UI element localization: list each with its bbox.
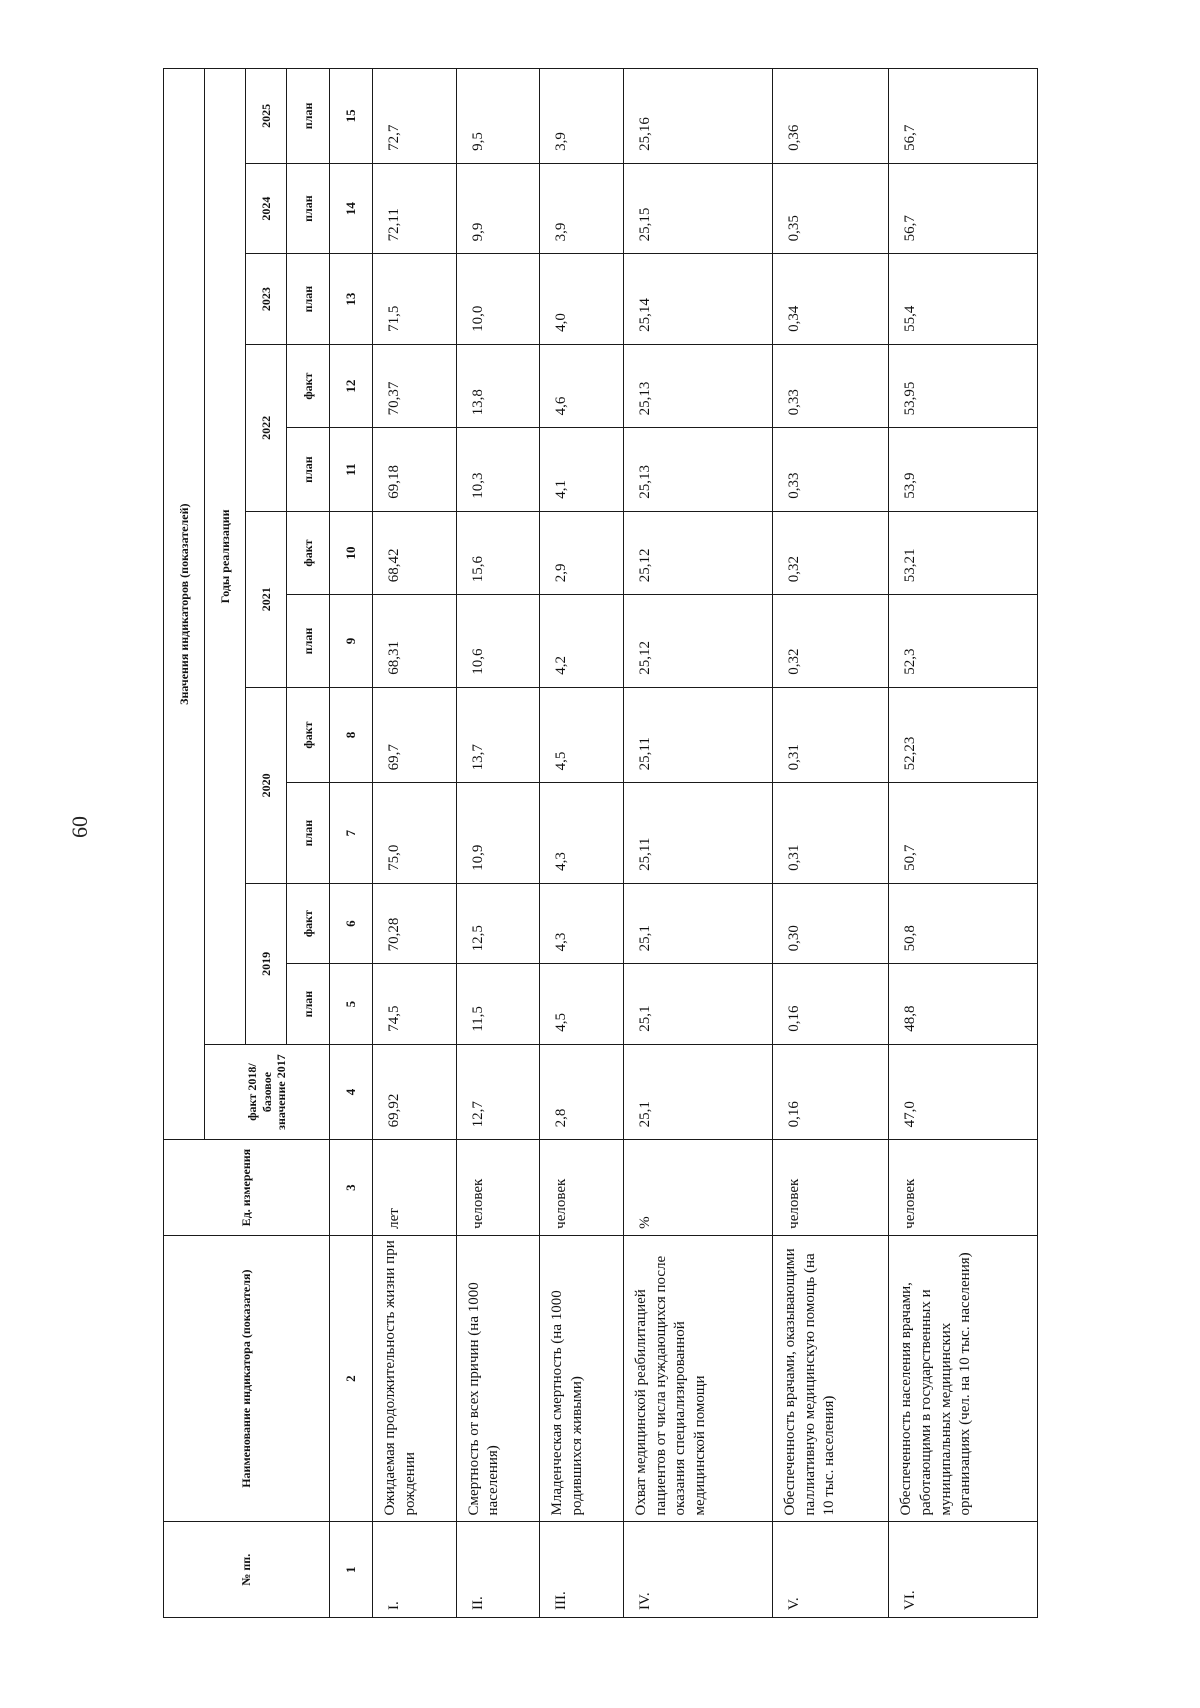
value-cell: 74,5 [373, 964, 457, 1044]
value-cell: 13,7 [456, 687, 540, 783]
value-cell: 11,5 [456, 964, 540, 1044]
value-cell: 70,28 [373, 883, 457, 963]
value-cell: 53,9 [889, 428, 1038, 511]
header-plan-fact: план [287, 595, 330, 688]
header-year: 2023 [246, 254, 287, 345]
column-number: 7 [330, 783, 373, 884]
value-cell: 4,5 [540, 964, 624, 1044]
value-cell: 12,5 [456, 883, 540, 963]
header-year: 2025 [246, 69, 287, 164]
header-plan-fact: факт [287, 687, 330, 783]
table-row [772, 69, 888, 1618]
value-cell: 10,6 [456, 595, 540, 688]
value-cell: 53,95 [889, 344, 1038, 427]
value-cell: 4,5 [540, 687, 624, 783]
value-cell: 25,13 [623, 428, 772, 511]
value-cell: 52,23 [889, 687, 1038, 783]
value-cell: 69,7 [373, 687, 457, 783]
value-cell: 3,9 [540, 69, 624, 164]
value-cell: 52,3 [889, 595, 1038, 688]
table-row [540, 69, 624, 1618]
row-number: IV. [623, 1522, 772, 1618]
header-fact-base: факт 2018/базовое значение 2017 [205, 1044, 330, 1140]
header-plan-fact: план [287, 964, 330, 1044]
value-cell: 25,16 [623, 69, 772, 164]
value-cell: 55,4 [889, 254, 1038, 345]
header-num: № пп. [164, 1522, 330, 1618]
table-row [889, 69, 1038, 1618]
value-cell: 0,32 [772, 511, 888, 594]
value-cell: 0,32 [772, 595, 888, 688]
header-plan-fact: план [287, 254, 330, 345]
value-cell: 25,1 [623, 1044, 772, 1140]
table-row [623, 69, 772, 1618]
header-plan-fact: факт [287, 883, 330, 963]
value-cell: 47,0 [889, 1044, 1038, 1140]
indicator-name: Обеспеченность врачами, оказывающими паллиативную медицинскую помощь (на 10 тыс. населения) [772, 1235, 888, 1522]
value-cell: 13,8 [456, 344, 540, 427]
value-cell: 50,8 [889, 883, 1038, 963]
column-number: 9 [330, 595, 373, 688]
value-cell: 0,35 [772, 163, 888, 254]
header-year: 2020 [246, 687, 287, 883]
header-plan-fact: факт [287, 511, 330, 594]
value-cell: 71,5 [373, 254, 457, 345]
value-cell: 4,3 [540, 783, 624, 884]
header-year: 2021 [246, 511, 287, 687]
row-number: II. [456, 1522, 540, 1618]
indicator-name: Младенческая смертность (на 1000 родившихся живыми) [540, 1235, 624, 1522]
header-year: 2019 [246, 883, 287, 1044]
value-cell: 0,33 [772, 428, 888, 511]
column-number: 6 [330, 883, 373, 963]
value-cell: 4,6 [540, 344, 624, 427]
value-cell: 25,1 [623, 883, 772, 963]
value-cell: 15,6 [456, 511, 540, 594]
value-cell: 75,0 [373, 783, 457, 884]
row-number: III. [540, 1522, 624, 1618]
header-plan-fact: факт [287, 344, 330, 427]
value-cell: 9,9 [456, 163, 540, 254]
value-cell: 4,2 [540, 595, 624, 688]
header-plan-fact: план [287, 163, 330, 254]
column-number: 8 [330, 687, 373, 783]
unit-cell: человек [456, 1140, 540, 1236]
value-cell: 0,16 [772, 964, 888, 1044]
value-cell: 0,31 [772, 687, 888, 783]
value-cell: 72,11 [373, 163, 457, 254]
header-plan-fact: план [287, 69, 330, 164]
value-cell: 25,12 [623, 511, 772, 594]
value-cell: 25,11 [623, 783, 772, 884]
column-number: 3 [330, 1140, 373, 1236]
value-cell: 10,0 [456, 254, 540, 345]
column-number: 5 [330, 964, 373, 1044]
value-cell: 4,1 [540, 428, 624, 511]
header-year: 2022 [246, 344, 287, 511]
column-number: 4 [330, 1044, 373, 1140]
header-plan-fact: план [287, 783, 330, 884]
value-cell: 4,3 [540, 883, 624, 963]
value-cell: 25,12 [623, 595, 772, 688]
value-cell: 25,14 [623, 254, 772, 345]
column-number: 13 [330, 254, 373, 345]
column-number: 2 [330, 1235, 373, 1522]
value-cell: 0,33 [772, 344, 888, 427]
unit-cell: лет [373, 1140, 457, 1236]
column-number: 14 [330, 163, 373, 254]
value-cell: 0,30 [772, 883, 888, 963]
header-values-group: Значения индикаторов (показателей) [164, 69, 205, 1140]
value-cell: 0,16 [772, 1044, 888, 1140]
value-cell: 70,37 [373, 344, 457, 427]
value-cell: 25,1 [623, 964, 772, 1044]
unit-cell: человек [889, 1140, 1038, 1236]
value-cell: 53,21 [889, 511, 1038, 594]
indicator-table-frame [163, 68, 1038, 1618]
header-year: 2024 [246, 163, 287, 254]
value-cell: 3,9 [540, 163, 624, 254]
indicator-table [163, 68, 1038, 1618]
value-cell: 0,36 [772, 69, 888, 164]
unit-cell: % [623, 1140, 772, 1236]
value-cell: 10,9 [456, 783, 540, 884]
value-cell: 25,11 [623, 687, 772, 783]
column-number: 11 [330, 428, 373, 511]
value-cell: 56,7 [889, 69, 1038, 164]
value-cell: 69,18 [373, 428, 457, 511]
row-number: V. [772, 1522, 888, 1618]
table-row [456, 69, 540, 1618]
unit-cell: человек [772, 1140, 888, 1236]
value-cell: 4,0 [540, 254, 624, 345]
table-row [373, 69, 457, 1618]
row-number: VI. [889, 1522, 1038, 1618]
header-name: Наименование индикатора (показателя) [164, 1235, 330, 1522]
indicator-name: Охват медицинской реабилитацией пациентов от числа нуждающихся после оказания специализированной медицинской помощи [623, 1235, 772, 1522]
column-number: 15 [330, 69, 373, 164]
indicator-name: Ожидаемая продолжительность жизни при рождении [373, 1235, 457, 1522]
column-number: 10 [330, 511, 373, 594]
value-cell: 72,7 [373, 69, 457, 164]
value-cell: 9,5 [456, 69, 540, 164]
header-years-group: Годы реализации [205, 69, 246, 1045]
value-cell: 2,9 [540, 511, 624, 594]
header-unit: Ед. измерения [164, 1140, 330, 1236]
value-cell: 69,92 [373, 1044, 457, 1140]
page-number: 60 [67, 816, 92, 838]
value-cell: 0,31 [772, 783, 888, 884]
indicator-name: Обеспеченность населения врачами, работающими в государственных и муниципальных медицинских организациях (чел. на 10 тыс. населения) [889, 1235, 1038, 1522]
value-cell: 10,3 [456, 428, 540, 511]
value-cell: 25,15 [623, 163, 772, 254]
column-number: 1 [330, 1522, 373, 1618]
value-cell: 25,13 [623, 344, 772, 427]
value-cell: 68,42 [373, 511, 457, 594]
value-cell: 68,31 [373, 595, 457, 688]
value-cell: 0,34 [772, 254, 888, 345]
header-plan-fact: план [287, 428, 330, 511]
indicator-name: Смертность от всех причин (на 1000 населения) [456, 1235, 540, 1522]
value-cell: 2,8 [540, 1044, 624, 1140]
value-cell: 48,8 [889, 964, 1038, 1044]
row-number: I. [373, 1522, 457, 1618]
unit-cell: человек [540, 1140, 624, 1236]
value-cell: 56,7 [889, 163, 1038, 254]
value-cell: 12,7 [456, 1044, 540, 1140]
column-number: 12 [330, 344, 373, 427]
value-cell: 50,7 [889, 783, 1038, 884]
